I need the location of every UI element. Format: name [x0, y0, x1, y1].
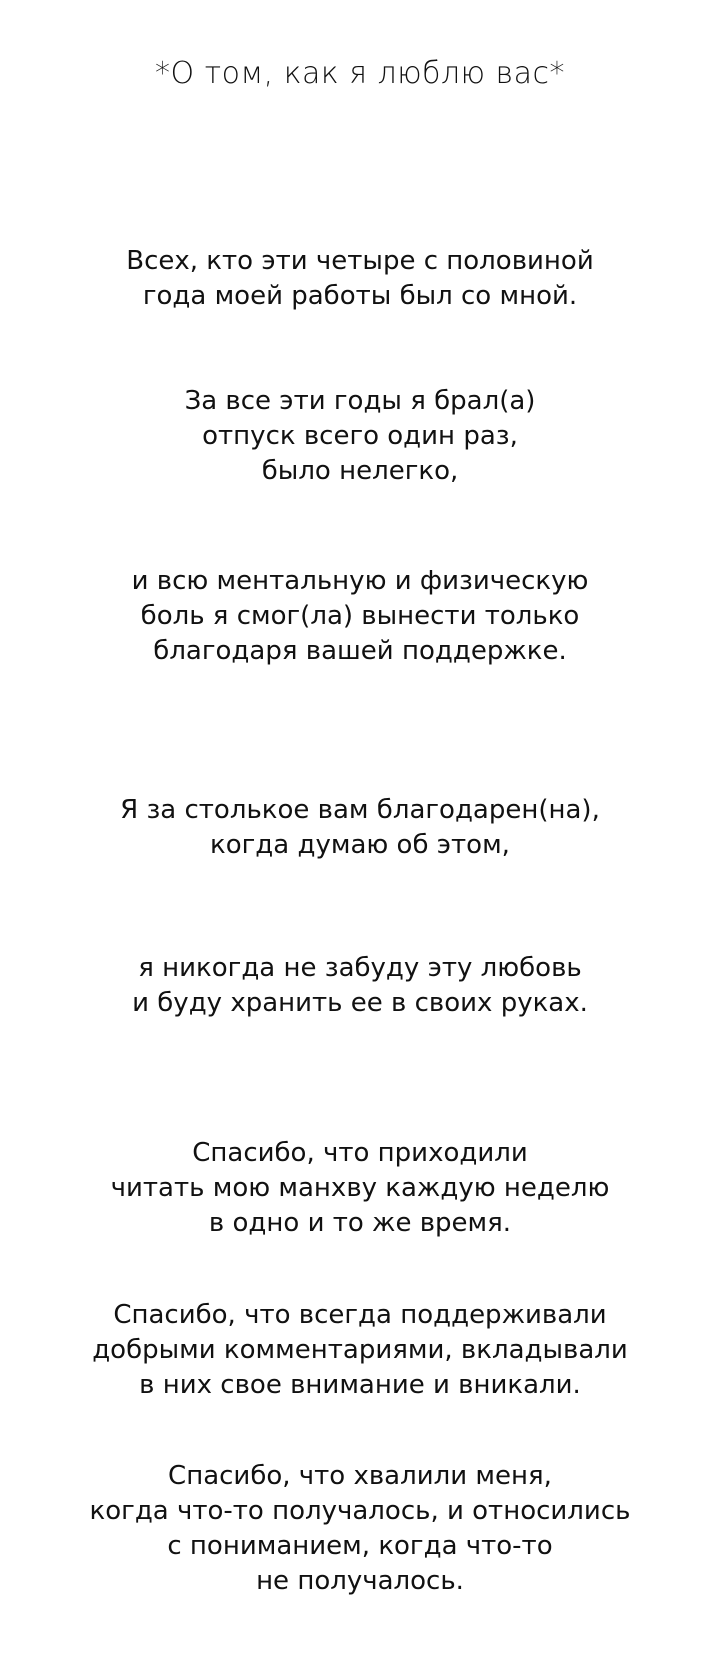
text-line: Спасибо, что приходили [192, 1138, 528, 1168]
text-line: и всю ментальную и физическую [131, 566, 589, 596]
text-line: За все эти годы я брал(а) [184, 386, 536, 416]
text-line: было нелегко, [261, 456, 459, 486]
text-line: с пониманием, когда что-то [167, 1531, 553, 1561]
paragraph [0, 1298, 720, 1403]
text-line: я никогда не забуду эту любовь [138, 953, 582, 983]
text-line: Я за столькое вам благодарен(на), [120, 795, 600, 825]
paragraph [0, 951, 720, 1021]
paragraph [0, 793, 720, 863]
text-line: года моей работы был со мной. [142, 281, 578, 311]
text-line: добрыми комментариями, вкладывали [92, 1335, 628, 1365]
paragraph [0, 244, 720, 314]
paragraph [0, 384, 720, 489]
paragraph [0, 1136, 720, 1241]
text-line: когда что-то получалось, и относились [89, 1496, 631, 1526]
text-line: Спасибо, что всегда поддерживали [113, 1300, 607, 1330]
text-line: Всех, кто эти четыре с половиной [126, 246, 594, 276]
paragraph [0, 1459, 720, 1599]
text-line: благодаря вашей поддержке. [153, 636, 567, 666]
text-line: читать мою манхву каждую неделю [110, 1173, 610, 1203]
text-line: когда думаю об этом, [210, 830, 510, 860]
text-line: боль я смог(ла) вынести только [140, 601, 580, 631]
text-line: и буду хранить ее в своих руках. [132, 988, 588, 1018]
text-line: в них свое внимание и вникали. [139, 1370, 581, 1400]
page-title: *О том, как я люблю вас* [155, 56, 565, 91]
paragraph [0, 564, 720, 669]
text-line: Спасибо, что хвалили меня, [168, 1461, 552, 1491]
text-line: отпуск всего один раз, [202, 421, 518, 451]
text-line: в одно и то же время. [208, 1208, 512, 1238]
text-line: не получалось. [256, 1566, 464, 1596]
